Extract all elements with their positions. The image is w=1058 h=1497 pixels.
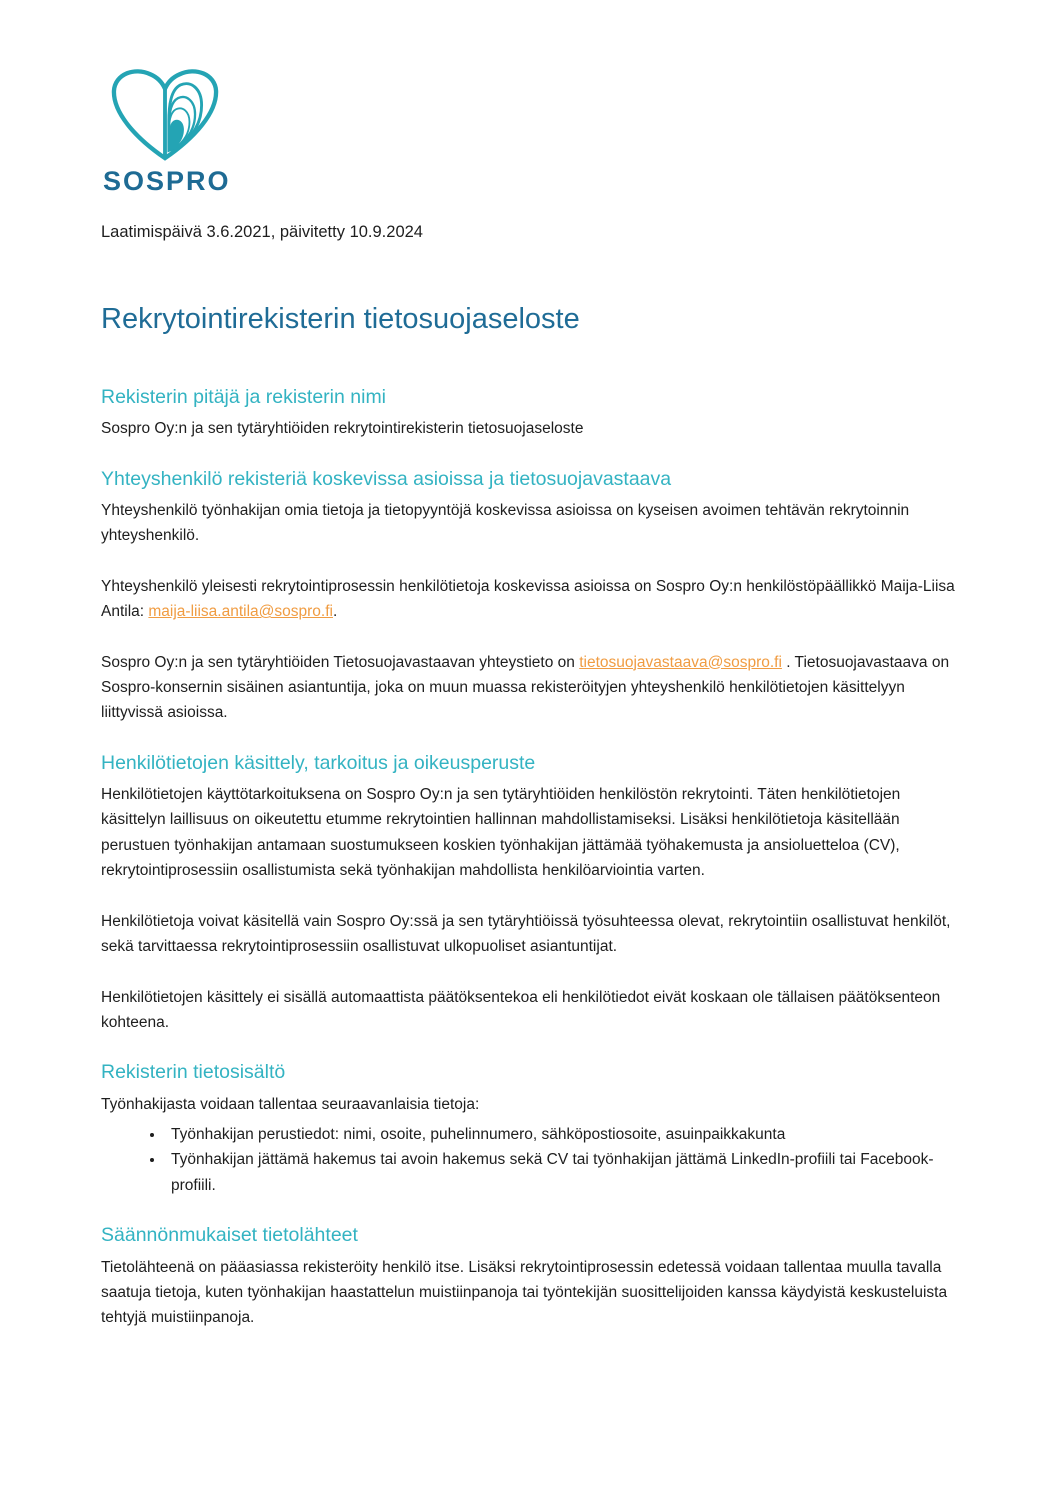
list-item: • Työnhakijan jättämä hakemus tai avoin hakemus sekä CV tai työnhakijan jättämä LinkedIn-profiili tai Facebook-profiili. bbox=[165, 1147, 958, 1198]
section-heading: Henkilötietojen käsittely, tarkoitus ja oikeusperuste bbox=[101, 751, 536, 774]
section-heading: Rekisterin pitäjä ja rekisterin nimi bbox=[101, 385, 387, 408]
email-link[interactable]: tietosuojavastaava@sospro.fi bbox=[579, 653, 782, 671]
section-heading: Rekisterin tietosisältö bbox=[101, 1061, 286, 1084]
section-heading: Yhteyshenkilö rekisteriä koskevissa asioissa ja tietosuojavastaava bbox=[101, 467, 672, 490]
paragraph: Henkilötietojen käyttötarkoituksena on Sospro Oy:n ja sen tytäryhtiöiden henkilöstön rekrytointi. Täten henkilötietojen käsittelyn laillisuus on oikeutettu etumme rekrytointien hallinnan mahdollistamiseksi. Lisäksi henkilötietoja käsitellään perustuen työnhakijan antamaan suostumukseen koskien työnhakijan jättämää työhakemusta ja ansioluetteloa (CV), rekrytointiprosessiin osallistumista sekä työnhakijan mahdollista henkilöarviointia varten. bbox=[101, 786, 901, 880]
paragraph: Työnhakijasta voidaan tallentaa seuraavanlaisia tietoja: bbox=[101, 1095, 480, 1113]
section-3 bbox=[101, 1060, 958, 1198]
paragraph: Sospro Oy:n ja sen tytäryhtiöiden Tietosuojavastaavan yhteystieto on tietosuojavastaava@sospro.fi . Tietosuojavastaava on Sospro-konsernin sisäinen asiantuntija, joka on muun muassa rekisteröityjen yhteyshenkilö henkilötietojen käsittelyyn liittyvissä asioissa. bbox=[101, 653, 950, 722]
section-2 bbox=[101, 751, 958, 1036]
company-logo bbox=[101, 58, 958, 197]
section-4 bbox=[101, 1223, 958, 1331]
bullet-list bbox=[101, 1122, 958, 1198]
paragraph: Henkilötietoja voivat käsitellä vain Sospro Oy:ssä ja sen tytäryhtiöissä työsuhteessa olevat, rekrytointiin osallistuvat henkilöt, sekä tarvittaessa rekrytointiprosessiin osallistuvat ulkopuoliset asiantuntijat. bbox=[101, 912, 951, 956]
email-link[interactable]: maija-liisa.antila@sospro.fi bbox=[148, 603, 333, 621]
paragraph: Yhteyshenkilö yleisesti rekrytointiprosessin henkilötietoja koskevissa asioissa on Sospro Oy:n henkilöstöpäällikkö Maija-Liisa Antila: maija-liisa.antila@sospro.fi. bbox=[101, 577, 955, 621]
section-0 bbox=[101, 385, 958, 442]
paragraph: Yhteyshenkilö työnhakijan omia tietoja ja tietopyyntöjä koskevissa asioissa on kyseisen avoimen tehtävän rekrytoinnin yhteyshenkilö. bbox=[101, 501, 910, 545]
paragraph: Tietolähteenä on pääasiassa rekisteröity henkilö itse. Lisäksi rekrytointiprosessin edetessä voidaan tallentaa muulla tavalla saatuja tietoja, kuten työnhakijan haastattelun muistiinpanoja tai työntekijän suosittelijoiden kanssa käydyistä keskusteluista tehtyjä muistiinpanoja. bbox=[101, 1258, 948, 1327]
paragraph: Henkilötietojen käsittely ei sisällä automaattista päätöksentekoa eli henkilötiedot eivät koskaan ole tällaisen päätöksenteon kohteena. bbox=[101, 988, 941, 1031]
document-sections bbox=[101, 385, 958, 1331]
document-date-line: Laatimispäivä 3.6.2021, päivitetty 10.9.2024 bbox=[101, 223, 423, 241]
brand-wordmark: SOSPRO bbox=[103, 166, 231, 196]
heart-fingerprint-icon bbox=[101, 58, 229, 162]
section-heading: Säännönmukaiset tietolähteet bbox=[101, 1224, 358, 1247]
paragraph: Sospro Oy:n ja sen tytäryhtiöiden rekrytointirekisterin tietosuojaseloste bbox=[101, 420, 584, 438]
section-1 bbox=[101, 467, 958, 726]
list-item: • Työnhakijan perustiedot: nimi, osoite, puhelinnumero, sähköpostiosoite, asuinpaikkakunta bbox=[165, 1122, 958, 1147]
page-title: Rekrytointirekisterin tietosuojaseloste bbox=[101, 303, 580, 335]
